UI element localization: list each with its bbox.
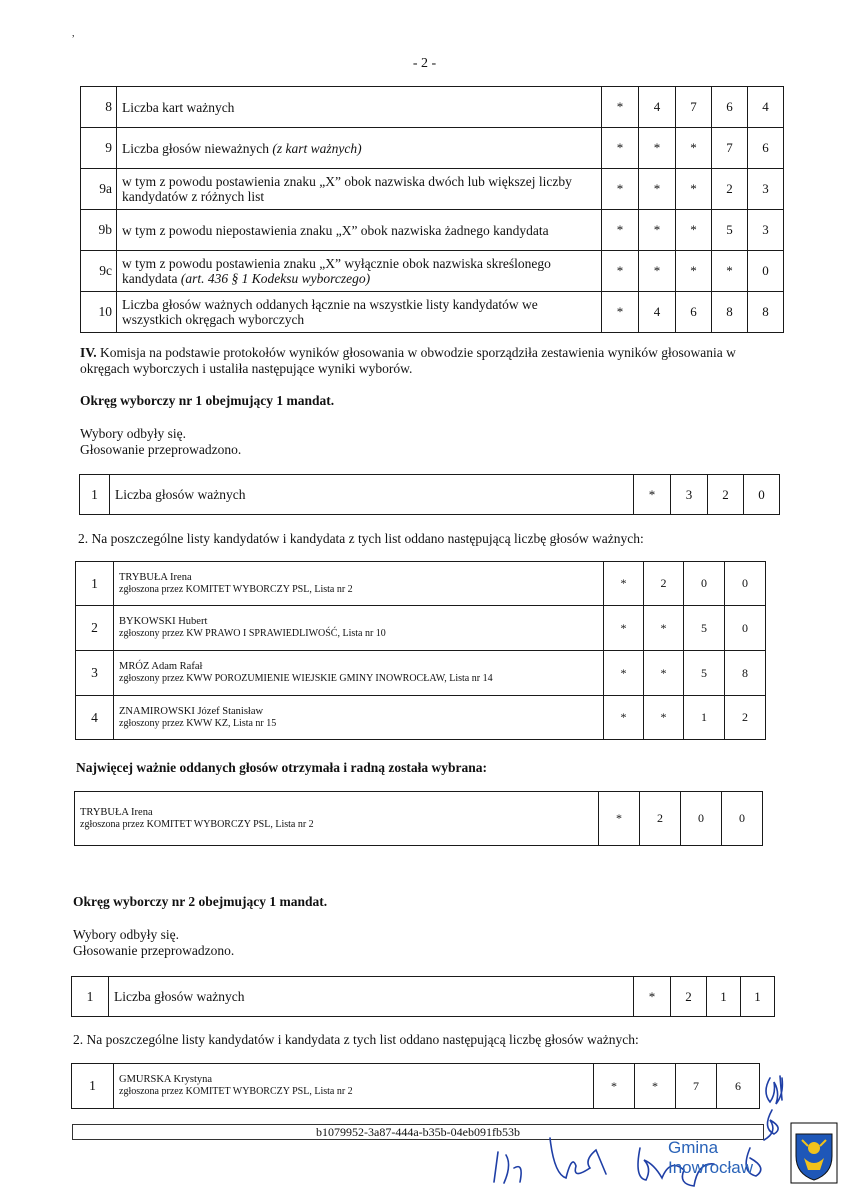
digit-cell: 8	[748, 292, 784, 333]
logo-line-2: Inowrocław	[668, 1158, 754, 1177]
digit-cell: *	[676, 169, 712, 210]
candidate-name: BYKOWSKI Hubert	[119, 616, 208, 627]
digit-cell: *	[644, 651, 684, 696]
digit-cell: *	[676, 128, 712, 169]
row-label: Liczba głosów nieważnych (z kart ważnych)	[117, 128, 602, 169]
row-label: Liczba głosów ważnych	[109, 977, 634, 1017]
gmina-crest-icon	[790, 1122, 838, 1184]
district2-valid-table	[71, 976, 775, 1017]
digit-cell: 2	[644, 562, 684, 606]
candidate-cell	[114, 651, 604, 696]
digit-cell: 7	[676, 87, 712, 128]
digit-cell: 5	[712, 210, 748, 251]
winner-heading: Najwięcej ważnie oddanych głosów otrzymała i radną została wybrana:	[76, 760, 487, 775]
row-label: w tym z powodu postawienia znaku „X” wyłącznie obok nazwiska skreślonego kandydata (art. 436 § 1 Kodeksu wyborczego)	[117, 251, 602, 292]
candidate-name: GMURSKA Krystyna	[119, 1074, 213, 1085]
digit-cell: 4	[639, 292, 676, 333]
row-number: 8	[81, 87, 117, 128]
row-number: 9	[81, 128, 117, 169]
digit-cell: *	[604, 606, 644, 651]
digit-cell: 7	[712, 128, 748, 169]
table-row	[76, 562, 766, 606]
digit-cell: 6	[717, 1064, 760, 1109]
candidate-name: TRYBUŁA Irena	[80, 806, 153, 818]
candidate-name: MRÓZ Adam Rafał	[119, 661, 203, 672]
digit-cell: *	[599, 792, 640, 846]
digit-cell: 1	[707, 977, 741, 1017]
candidate-committee: zgłoszona przez KOMITET WYBORCZY PSL, Lista nr 2	[119, 1086, 353, 1097]
table-row	[76, 606, 766, 651]
digit-cell: *	[602, 251, 639, 292]
district1-valid-table	[79, 474, 780, 515]
digit-cell: 6	[676, 292, 712, 333]
candidate-committee: zgłoszony przez KWW KZ, Lista nr 15	[119, 717, 277, 729]
digit-cell: 0	[725, 606, 766, 651]
digit-cell: 6	[712, 87, 748, 128]
digit-cell: 3	[671, 475, 708, 515]
candidate-cell	[114, 562, 604, 606]
digit-cell: *	[676, 251, 712, 292]
digit-cell: 4	[639, 87, 676, 128]
digit-cell: *	[644, 606, 684, 651]
district-held: Wybory odbyły się.	[73, 927, 180, 942]
digit-cell: 0	[744, 475, 780, 515]
digit-cell: 2	[708, 475, 744, 515]
row-number: 9b	[81, 210, 117, 251]
row-number: 4	[76, 696, 114, 740]
lists-intro: 2. Na poszczególne listy kandydatów i kandydata z tych list oddano następującą liczbę głosów ważnych:	[73, 1032, 639, 1047]
row-number: 1	[76, 562, 114, 606]
digit-cell: 1	[741, 977, 775, 1017]
table-row	[81, 128, 784, 169]
digit-cell: *	[639, 251, 676, 292]
lists-intro: 2. Na poszczególne listy kandydatów i kandydata z tych list oddano następującą liczbę głosów ważnych:	[78, 531, 644, 546]
candidate-name: ZNAMIROWSKI Józef Stanisław	[119, 705, 264, 717]
table-row	[81, 210, 784, 251]
row-label: Liczba głosów ważnych oddanych łącznie na wszystkie listy kandydatów we wszystkich okręgach wyborczych	[117, 292, 602, 333]
row-number: 9c	[81, 251, 117, 292]
district-title: Okręg wyborczy nr 2 obejmujący 1 mandat.	[73, 894, 328, 909]
digit-cell: 3	[748, 169, 784, 210]
digit-cell: 0	[684, 562, 725, 606]
section-heading: IV.	[80, 345, 97, 360]
digit-cell: 3	[748, 210, 784, 251]
digit-cell: *	[604, 696, 644, 740]
row-number: 1	[80, 475, 110, 515]
candidate-committee: zgłoszony przez KW PRAWO I SPRAWIEDLIWOŚĆ, Lista nr 10	[119, 628, 386, 639]
table-row	[76, 696, 766, 740]
row-number: 10	[81, 292, 117, 333]
candidate-cell	[114, 606, 604, 651]
section4-intro	[80, 345, 780, 377]
district-voting: Głosowanie przeprowadzono.	[80, 442, 242, 457]
digit-cell: 8	[712, 292, 748, 333]
row-number: 1	[72, 977, 109, 1017]
digit-cell: *	[604, 562, 644, 606]
row-label: Liczba kart ważnych	[117, 87, 602, 128]
digit-cell: 4	[748, 87, 784, 128]
row-number: 3	[76, 651, 114, 696]
candidate-name: TRYBUŁA Irena	[119, 571, 192, 583]
digit-cell: 1	[684, 696, 725, 740]
logo-line-1: Gmina	[668, 1138, 719, 1157]
section-text: Komisja na podstawie protokołów wyników głosowania w obwodzie sporządziła zestawienia wyników głosowania w okręgach wyborczych i ustaliła następujące wyniki wyborów.	[80, 345, 736, 376]
digit-cell: 7	[676, 1064, 717, 1109]
digit-cell: 8	[725, 651, 766, 696]
digit-cell: *	[594, 1064, 635, 1109]
district-title: Okręg wyborczy nr 1 obejmujący 1 mandat.	[80, 393, 335, 408]
candidate-cell	[75, 792, 599, 846]
digit-cell: 6	[748, 128, 784, 169]
table-row	[81, 169, 784, 210]
digit-cell: *	[604, 651, 644, 696]
digit-cell: *	[676, 210, 712, 251]
table-row	[75, 792, 763, 846]
digit-cell: *	[639, 210, 676, 251]
digit-cell: 0	[681, 792, 722, 846]
table-row	[76, 651, 766, 696]
digit-cell: 2	[725, 696, 766, 740]
digit-cell: 5	[684, 651, 725, 696]
digit-cell: *	[602, 292, 639, 333]
district1-candidates-table	[75, 561, 766, 740]
digit-cell: *	[602, 87, 639, 128]
table-row	[80, 475, 780, 515]
row-number: 9a	[81, 169, 117, 210]
candidate-cell	[114, 696, 604, 740]
digit-cell: *	[634, 475, 671, 515]
digit-cell: *	[644, 696, 684, 740]
document-id: b1079952-3a87-444a-b35b-04eb091fb53b	[72, 1124, 764, 1140]
digit-cell: *	[634, 977, 671, 1017]
page-mark: ,	[72, 28, 75, 39]
table-row	[81, 292, 784, 333]
table-row	[81, 87, 784, 128]
digit-cell: 2	[640, 792, 681, 846]
row-label: w tym z powodu niepostawienia znaku „X” obok nazwiska żadnego kandydata	[117, 210, 602, 251]
district-voting: Głosowanie przeprowadzono.	[73, 943, 235, 958]
table-row	[72, 977, 775, 1017]
section3-table	[80, 86, 784, 333]
candidate-committee: zgłoszony przez KWW POROZUMIENIE WIEJSKIE GMINY INOWROCŁAW, Lista nr 14	[119, 673, 493, 684]
digit-cell: *	[602, 169, 639, 210]
candidate-committee: zgłoszona przez KOMITET WYBORCZY PSL, Lista nr 2	[80, 818, 314, 830]
row-number: 1	[72, 1064, 114, 1109]
district1-winner-table	[74, 791, 763, 846]
digit-cell: *	[635, 1064, 676, 1109]
digit-cell: 0	[725, 562, 766, 606]
digit-cell: *	[712, 251, 748, 292]
digit-cell: 0	[748, 251, 784, 292]
row-label: w tym z powodu postawienia znaku „X” obok nazwiska dwóch lub większej liczby kandydatów z różnych list	[117, 169, 602, 210]
digit-cell: 2	[712, 169, 748, 210]
row-label: Liczba głosów ważnych	[110, 475, 634, 515]
page-number: - 2 -	[412, 56, 437, 71]
table-row	[81, 251, 784, 292]
gmina-logo-text	[668, 1138, 753, 1178]
digit-cell: *	[602, 128, 639, 169]
digit-cell: 2	[671, 977, 707, 1017]
row-number: 2	[76, 606, 114, 651]
digit-cell: *	[602, 210, 639, 251]
digit-cell: 5	[684, 606, 725, 651]
digit-cell: 0	[722, 792, 763, 846]
digit-cell: *	[639, 128, 676, 169]
digit-cell: *	[639, 169, 676, 210]
district-held: Wybory odbyły się.	[80, 426, 187, 441]
candidate-committee: zgłoszona przez KOMITET WYBORCZY PSL, Lista nr 2	[119, 583, 353, 595]
